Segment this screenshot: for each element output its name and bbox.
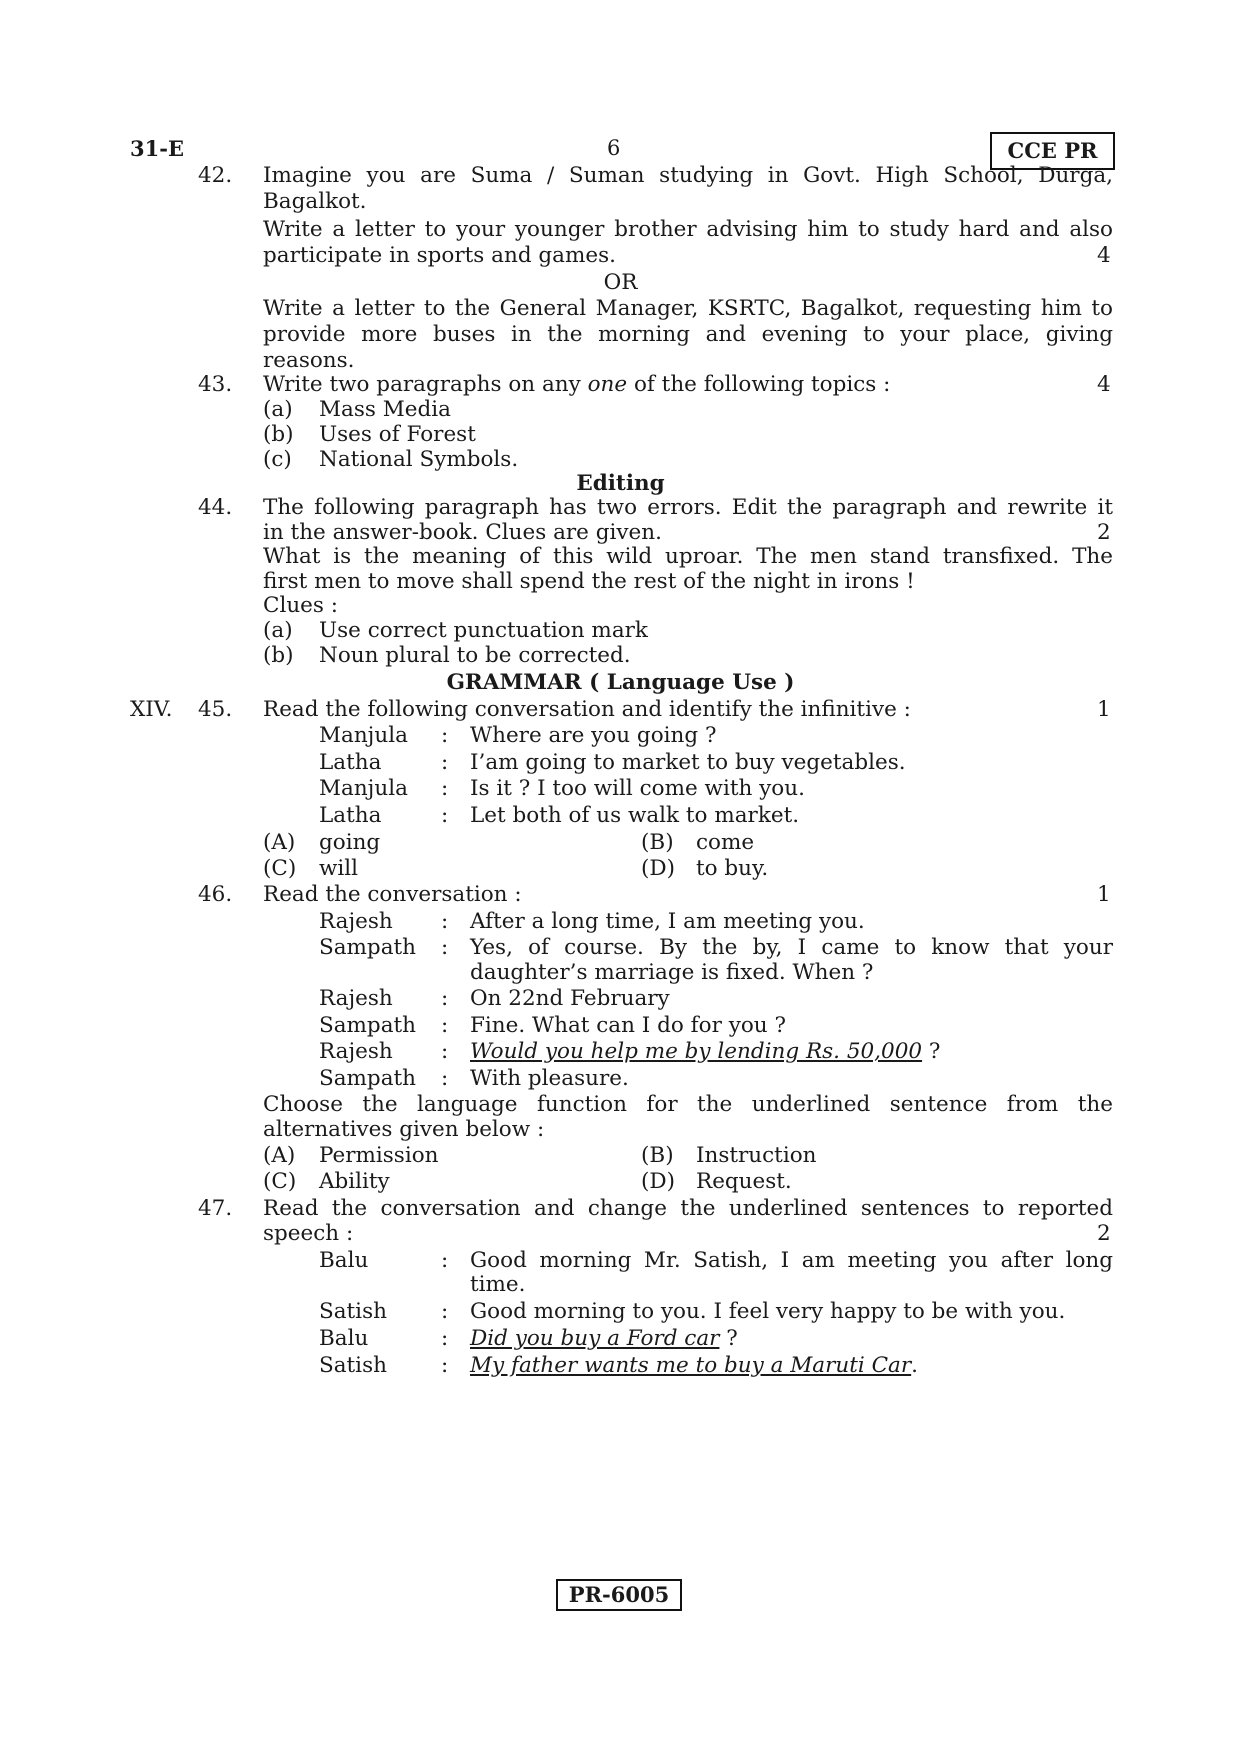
grammar-heading: GRAMMAR ( Language Use ) [446,670,795,695]
q45-text: Read the following conversation and identify the infinitive : [263,697,911,722]
dialogue-colon: : [441,986,449,1011]
q43-text-a: Write two paragraphs on any [263,372,588,397]
q43-option-text: Mass Media [319,397,451,422]
dialogue-line: Fine. What can I do for you ? [470,1013,786,1038]
series-box: CCE PR [990,132,1115,170]
q45-option-text: going [319,830,381,855]
q42-line4: participate in sports and games. [263,243,616,268]
dialogue-colon: : [441,723,449,748]
dialogue-colon: : [441,935,449,960]
sentence-tail: . [911,1353,918,1378]
q44-line2: in the answer-book. Clues are given. [263,520,662,545]
q42-or: OR [603,270,638,295]
section-number: XIV. [130,697,173,722]
q46-option-label: (C) [263,1169,297,1194]
speaker-name: Sampath [319,1066,417,1091]
speaker-name: Balu [319,1326,369,1351]
q46-option-label: (A) [263,1143,296,1168]
q45-option-text: will [319,856,359,881]
q42-line2: Bagalkot. [263,189,367,214]
speaker-name: Sampath [319,935,417,960]
q43-number: 43. [198,372,233,397]
q46-number: 46. [198,882,233,907]
q45-mark: 1 [1097,697,1111,722]
q42-number: 42. [198,163,233,188]
speaker-name: Rajesh [319,1039,393,1064]
q45-option-text: come [696,830,755,855]
dialogue-line-cont: time. [470,1272,526,1297]
q47-line2: speech : [263,1221,354,1246]
dialogue-line: With pleasure. [470,1066,629,1091]
q44-number: 44. [198,495,233,520]
dialogue-line: Let both of us walk to market. [470,803,800,828]
q45-option-label: (D) [641,856,676,881]
q44-option-text: Use correct punctuation mark [319,618,648,643]
speaker-name: Satish [319,1353,387,1378]
dialogue-colon: : [441,1353,449,1378]
dialogue-colon: : [441,803,449,828]
q47-line1: Read the conversation and change the underlined sentences to reported [263,1196,1113,1221]
dialogue-colon: : [441,1299,449,1324]
q43-option-label: (b) [263,422,294,447]
q46-option-text: Request. [696,1169,792,1194]
q43-option-label: (a) [263,397,293,422]
q47-mark: 2 [1097,1221,1111,1246]
speaker-name: Satish [319,1299,387,1324]
dialogue-colon: : [441,909,449,934]
dialogue-colon: : [441,1039,449,1064]
page-number: 6 [607,136,621,160]
q45-option-label: (B) [641,830,674,855]
speaker-name: Latha [319,803,382,828]
dialogue-line: Is it ? I too will come with you. [470,776,805,801]
q44-clues: Clues : [263,593,339,618]
q46-option-label: (D) [641,1169,676,1194]
speaker-name: Rajesh [319,909,393,934]
footer-code-box: PR-6005 [556,1579,682,1611]
q44-line3: What is the meaning of this wild uproar. The men stand transfixed. The [263,544,1113,569]
q46-option-text: Ability [319,1169,390,1194]
q44-option-text: Noun plural to be corrected. [319,643,631,668]
dialogue-colon: : [441,750,449,775]
q46-instruction: Choose the language function for the underlined sentence from the [263,1092,1113,1117]
speaker-name: Balu [319,1248,369,1273]
underlined-sentence: Did you buy a Ford car [470,1326,720,1351]
q43-mark: 4 [1097,372,1111,397]
dialogue-line: After a long time, I am meeting you. [470,909,865,934]
q47-number: 47. [198,1196,233,1221]
speaker-name: Rajesh [319,986,393,1011]
dialogue-colon: : [441,1248,449,1273]
q46-option-label: (B) [641,1143,674,1168]
q43-option-label: (c) [263,447,292,472]
q46-mark: 1 [1097,882,1111,907]
q42-mark: 4 [1097,243,1111,268]
dialogue-line: Good morning Mr. Satish, I am meeting you after long [470,1248,1113,1273]
q44-line1: The following paragraph has two errors. Edit the paragraph and rewrite it [263,495,1113,520]
dialogue-line [470,1324,1113,1353]
speaker-name: Sampath [319,1013,417,1038]
q42-line6: provide more buses in the morning and evening to your place, giving [263,322,1113,347]
q44-option-label: (b) [263,643,294,668]
dialogue-colon: : [441,1326,449,1351]
q45-number: 45. [198,697,233,722]
dialogue-line: I’am going to market to buy vegetables. [470,750,906,775]
q45-option-text: to buy. [696,856,769,881]
q42-line7: reasons. [263,348,355,373]
sentence-tail: ? [719,1326,738,1351]
q45-option-label: (C) [263,856,297,881]
q46-option-text: Permission [319,1143,439,1168]
speaker-name: Latha [319,750,382,775]
q42-line5: Write a letter to the General Manager, KSRTC, Bagalkot, requesting him to [263,296,1113,321]
dialogue-line [470,1351,1113,1380]
q44-option-label: (a) [263,618,293,643]
q43-text-em: one [587,372,628,397]
dialogue-line: On 22nd February [470,986,670,1011]
q43-option-text: National Symbols. [319,447,519,472]
dialogue-line: Yes, of course. By the by, I came to know that your [470,935,1113,960]
dialogue-colon: : [441,1013,449,1038]
paper-code: 31-E [130,136,184,161]
q44-mark: 2 [1097,520,1111,545]
q45-option-label: (A) [263,830,296,855]
q43-option-text: Uses of Forest [319,422,476,447]
dialogue-colon: : [441,1066,449,1091]
dialogue-line: Good morning to you. I feel very happy to be with you. [470,1299,1066,1324]
q44-line4: first men to move shall spend the rest of the night in irons ! [263,569,915,594]
q46-text: Read the conversation : [263,882,522,907]
q46-option-text: Instruction [696,1143,817,1168]
underlined-sentence: Would you help me by lending Rs. 50,000 [470,1039,923,1064]
dialogue-line-cont: daughter’s marriage is fixed. When ? [470,960,874,985]
dialogue-line: Where are you going ? [470,723,717,748]
q42-line3: Write a letter to your younger brother advising him to study hard and also [263,217,1113,242]
q46-instruction-cont: alternatives given below : [263,1117,545,1142]
editing-heading: Editing [576,471,665,496]
underlined-sentence: My father wants me to buy a Maruti Car [470,1353,912,1378]
q42-line1: Imagine you are Suma / Suman studying in Govt. High School, Durga, [263,163,1113,188]
dialogue-colon: : [441,776,449,801]
speaker-name: Manjula [319,723,408,748]
speaker-name: Manjula [319,776,408,801]
sentence-tail: ? [922,1039,941,1064]
dialogue-line [470,1037,1113,1066]
q43-text-b: of the following topics : [627,372,891,397]
